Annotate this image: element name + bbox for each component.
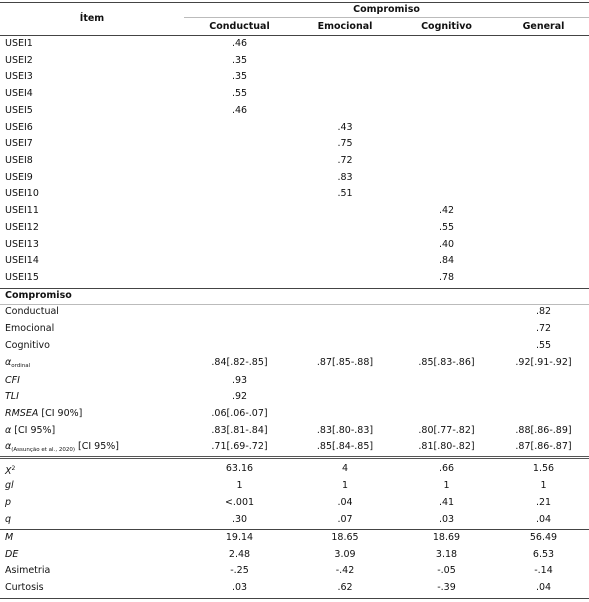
item-loading: .83 xyxy=(337,172,353,183)
p-label: p xyxy=(5,497,12,508)
rmsea-value: .06[.06-.07] xyxy=(211,408,268,419)
alpha-ci-value: .80[.77-.82] xyxy=(418,425,475,436)
col-header-conductual: Conductual xyxy=(209,21,270,32)
item-loading: .35 xyxy=(231,55,248,66)
q-label: q xyxy=(5,514,12,525)
alpha-ref-value: .81[.80-.82] xyxy=(418,441,475,452)
item-label: USEI4 xyxy=(5,88,33,99)
cfi-value: .93 xyxy=(231,375,248,386)
alpha-ref-citation: (Assunção et al., 2020) xyxy=(11,447,75,453)
alpha-ci-label xyxy=(5,424,55,438)
item-label: USEI5 xyxy=(5,105,33,116)
item-label: USEI12 xyxy=(5,222,39,233)
gl-value: 1 xyxy=(443,480,450,491)
subscale-value: .82 xyxy=(535,306,552,317)
mean-value: 19.14 xyxy=(225,532,254,543)
gl-label: gl xyxy=(5,480,14,491)
mean-value: 56.49 xyxy=(529,532,558,543)
section-title: Compromiso xyxy=(5,290,72,301)
skewness-value: -.05 xyxy=(437,565,456,576)
col-header-cognitivo: Cognitivo xyxy=(421,21,472,32)
x2-value: .66 xyxy=(438,463,455,474)
alpha-ref-value: .87[.86-.87] xyxy=(515,441,572,452)
x2-value: 63.16 xyxy=(225,463,254,474)
q-value: .30 xyxy=(231,514,248,525)
p-value: .04 xyxy=(337,497,353,508)
alpha-ordinal-label xyxy=(5,356,30,370)
alpha-ref-ci: [CI 95%] xyxy=(74,441,119,452)
q-value: .07 xyxy=(337,514,353,525)
alpha-ordinal-value: .85[.83-.86] xyxy=(418,357,475,368)
item-loading: .51 xyxy=(337,188,353,199)
item-loading: .84 xyxy=(438,255,455,266)
x2-value: 1.56 xyxy=(532,463,555,474)
item-loading: .35 xyxy=(231,71,248,82)
sd-value: 3.09 xyxy=(334,549,356,560)
alpha-ordinal-value: .87[.85-.88] xyxy=(316,357,374,368)
alpha-ref-value: .85[.84-.85] xyxy=(316,441,374,452)
item-loading: .72 xyxy=(337,155,353,166)
item-loading: .78 xyxy=(438,272,455,283)
item-label: USEI3 xyxy=(5,71,33,82)
subscale-value: .72 xyxy=(535,323,552,334)
p-value: .41 xyxy=(438,497,455,508)
cfi-label: CFI xyxy=(5,375,20,386)
alpha-ordinal-value: .92[.91-.92] xyxy=(515,357,572,368)
item-label: USEI7 xyxy=(5,138,33,149)
q-value: .03 xyxy=(438,514,455,525)
alpha-ci-value: .83[.80-.83] xyxy=(316,425,374,436)
alpha-ci-value: .83[.81-.84] xyxy=(211,425,268,436)
alpha-ordinal-value: .84[.82-.85] xyxy=(211,357,268,368)
rmsea-label xyxy=(5,407,82,421)
skewness-value: -.42 xyxy=(335,565,355,576)
skewness-value: -.14 xyxy=(534,565,553,576)
tests-end-rule xyxy=(0,529,589,530)
subscale-label: Cognitivo xyxy=(5,340,50,351)
alpha-subscript: ordinal xyxy=(11,363,31,369)
rmsea-ci: [CI 90%] xyxy=(38,408,83,419)
col-header-general: General xyxy=(522,21,565,32)
item-label: USEI8 xyxy=(5,155,33,166)
alpha-ref-label xyxy=(5,440,119,454)
p-value: <.001 xyxy=(224,497,255,508)
kurtosis-label: Curtosis xyxy=(5,582,44,593)
skewness-label: Asimetria xyxy=(5,565,51,576)
item-label: USEI6 xyxy=(5,122,33,133)
item-loading: .43 xyxy=(337,122,353,133)
alpha-ci-text: [CI 95%] xyxy=(11,425,56,436)
sd-value: 2.48 xyxy=(228,549,251,560)
sd-value: 6.53 xyxy=(532,549,555,560)
x2-superscript: 2 xyxy=(11,465,16,472)
gl-value: 1 xyxy=(341,480,349,491)
item-label: USEI1 xyxy=(5,38,33,49)
gl-value: 1 xyxy=(540,480,547,491)
subscale-label: Conductual xyxy=(5,306,59,317)
item-loading: .42 xyxy=(438,205,455,216)
item-loading: .75 xyxy=(337,138,353,149)
tli-label: TLI xyxy=(5,391,19,402)
header-rule xyxy=(0,35,589,36)
item-loading: .55 xyxy=(231,88,248,99)
items-end-rule xyxy=(0,288,589,289)
gl-value: 1 xyxy=(236,480,243,491)
kurtosis-value: .03 xyxy=(231,582,248,593)
item-label: USEI11 xyxy=(5,205,39,216)
item-label: USEI9 xyxy=(5,172,33,183)
tli-value: .92 xyxy=(231,391,248,402)
alpha-symbol: α xyxy=(5,357,12,368)
subscale-value: .55 xyxy=(535,340,552,351)
x2-symbol: X xyxy=(5,466,12,478)
alpha-ref-value: .71[.69-.72] xyxy=(211,441,268,452)
kurtosis-value: .04 xyxy=(535,582,552,593)
fit-end-rule xyxy=(0,456,589,459)
mean-label: M xyxy=(5,532,14,543)
item-header: Ítem xyxy=(79,13,105,24)
item-label: USEI13 xyxy=(5,239,39,250)
q-value: .04 xyxy=(535,514,552,525)
item-label: USEI15 xyxy=(5,272,39,283)
bottom-rule xyxy=(0,598,589,599)
x2-value: 4 xyxy=(341,463,349,474)
kurtosis-value: .62 xyxy=(337,582,353,593)
x2-label xyxy=(5,462,15,476)
item-label: USEI2 xyxy=(5,55,33,66)
col-header-emocional: Emocional xyxy=(317,21,373,32)
rmsea-abbrev: RMSEA xyxy=(5,408,39,419)
item-loading: .40 xyxy=(438,239,455,250)
kurtosis-value: -.39 xyxy=(437,582,456,593)
alpha-symbol: α xyxy=(5,441,12,452)
alpha-ci-value: .88[.86-.89] xyxy=(515,425,572,436)
item-loading: .46 xyxy=(231,38,248,49)
alpha-symbol: α xyxy=(5,425,12,436)
skewness-value: -.25 xyxy=(230,565,249,576)
subscale-label: Emocional xyxy=(5,323,55,334)
group-header: Compromiso xyxy=(353,4,420,15)
sd-value: 3.18 xyxy=(435,549,458,560)
sd-label: DE xyxy=(5,549,19,560)
mean-value: 18.69 xyxy=(432,532,461,543)
item-loading: .55 xyxy=(438,222,455,233)
item-label: USEI14 xyxy=(5,255,39,266)
group-rule xyxy=(184,17,589,18)
item-label: USEI10 xyxy=(5,188,39,199)
item-loading: .46 xyxy=(231,105,248,116)
p-value: .21 xyxy=(535,497,552,508)
mean-value: 18.65 xyxy=(331,532,359,543)
